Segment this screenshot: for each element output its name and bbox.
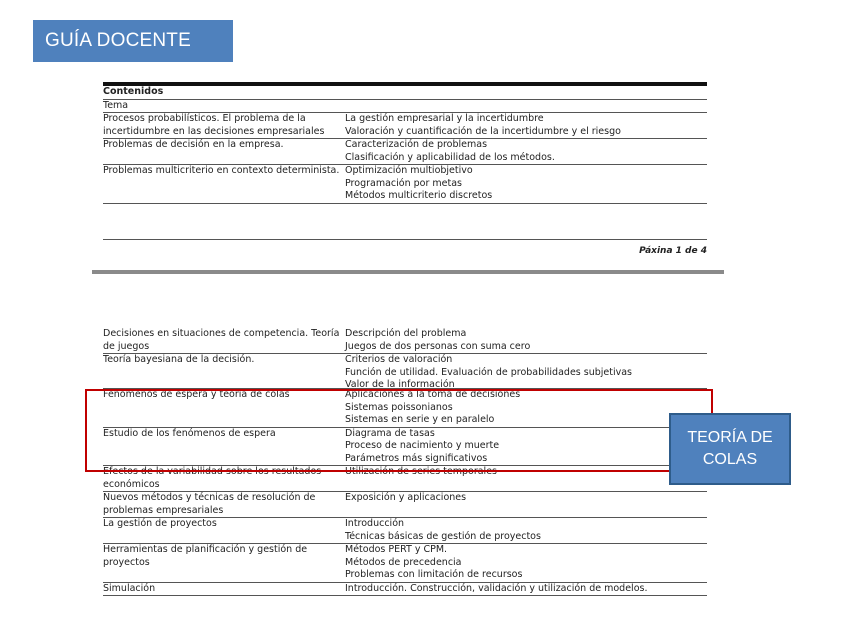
tema-cell	[103, 518, 345, 543]
contenido-item: Utilización de series temporales	[345, 466, 497, 477]
contenido-item: Juegos de dos personas con suma cero	[345, 340, 531, 352]
tema-text: Efectos de la variabilidad sobre los resultados	[103, 466, 322, 477]
tema-text: Problemas de decisión en la empresa.	[103, 139, 284, 150]
tema-cell	[103, 354, 345, 388]
tema-text: Herramientas de planificación y gestión de	[103, 544, 308, 555]
tema-text: Simulación	[103, 582, 156, 594]
contenido-cell	[345, 328, 707, 353]
table-row	[103, 544, 707, 583]
contenido-item: La gestión empresarial y la incertidumbre	[345, 113, 544, 124]
teoria-de-colas-callout	[669, 413, 791, 485]
contenido-cell	[345, 165, 707, 203]
guia-docente-banner	[33, 20, 233, 62]
tema-cell	[103, 583, 345, 596]
tema-text: problemas empresariales	[103, 504, 224, 516]
tema-cell	[103, 492, 345, 517]
contenido-item: Parámetros más significativos	[345, 452, 488, 464]
contenido-item: Diagrama de tasas	[345, 427, 435, 439]
tema-text: Procesos probabilísticos. El problema de la	[103, 113, 306, 124]
tema-text: Decisiones en situaciones de competencia. Teoría	[103, 328, 340, 339]
contenido-item: Optimización multiobjetivo	[345, 165, 473, 176]
contenido-item: Técnicas básicas de gestión de proyectos	[345, 530, 541, 542]
contenido-item: Problemas con limitación de recursos	[345, 569, 523, 580]
contenido-item: Clasificación y aplicabilidad de los métodos.	[345, 151, 555, 163]
contenido-cell	[345, 583, 707, 596]
contenido-item: Introducción	[345, 518, 405, 529]
banner-title: GUÍA DOCENTE	[45, 30, 191, 51]
footer-rule	[103, 239, 707, 240]
page-separator	[92, 270, 724, 274]
contenido-item: Programación por metas	[345, 177, 462, 189]
contenido-item: Aplicaciones a la toma de decisiones	[345, 389, 521, 400]
contenido-item: Proceso de nacimiento y muerte	[345, 440, 500, 451]
contenido-cell	[345, 492, 707, 517]
contenido-item: Introducción. Construcción, validación y utilización de modelos.	[345, 582, 648, 594]
tema-text: La gestión de proyectos	[103, 518, 217, 529]
column-header-tema: Tema	[103, 100, 707, 114]
table-row	[103, 583, 707, 597]
table-row	[103, 139, 707, 165]
tema-text: de juegos	[103, 340, 150, 352]
tema-text: Teoría bayesiana de la decisión.	[103, 354, 255, 365]
contenido-item: Exposición y aplicaciones	[345, 492, 467, 503]
contenidos-table-page1	[103, 82, 707, 257]
contenido-cell	[345, 113, 707, 138]
tema-cell	[103, 544, 345, 582]
tema-text: proyectos	[103, 556, 150, 568]
tema-text: Fenómenos de espera y teoria de colas	[103, 389, 290, 400]
callout-line-1: TEORÍA DE	[687, 429, 773, 446]
contenido-item: Descripción del problema	[345, 328, 467, 339]
tema-text: Estudio de los fenómenos de espera	[103, 427, 276, 439]
contenido-cell	[345, 518, 707, 543]
contenido-item: Sistemas en serie y en paralelo	[345, 414, 495, 425]
table-row	[103, 328, 707, 354]
table-row	[103, 518, 707, 544]
contenido-cell	[345, 544, 707, 582]
contenido-item: Métodos PERT y CPM.	[345, 544, 448, 555]
contenido-item: Sistemas poissonianos	[345, 401, 453, 413]
tema-text: económicos	[103, 478, 160, 490]
tema-text: Problemas multicriterio en contexto determinista.	[103, 165, 340, 176]
contenido-item: Caracterización de problemas	[345, 139, 488, 150]
table-row	[103, 492, 707, 518]
contenido-item: Función de utilidad. Evaluación de probabilidades subjetivas	[345, 366, 632, 378]
contenido-item: Métodos de precedencia	[345, 556, 462, 568]
contenido-item: Valoración y cuantificación de la incertidumbre y el riesgo	[345, 125, 621, 137]
table-row	[103, 354, 707, 389]
tema-cell	[103, 139, 345, 164]
tema-text: incertidumbre en las decisiones empresariales	[103, 125, 325, 137]
contenido-item: Métodos multicriterio discretos	[345, 190, 493, 201]
tema-cell	[103, 165, 345, 203]
table-row	[103, 165, 707, 204]
tema-cell	[103, 328, 345, 353]
callout-line-2: COLAS	[702, 451, 758, 468]
table-row	[103, 113, 707, 139]
tema-text: Nuevos métodos y técnicas de resolución de	[103, 492, 316, 503]
contenido-cell	[345, 139, 707, 164]
tema-cell	[103, 113, 345, 138]
queue-theory-highlight-box	[85, 389, 713, 472]
contenido-cell	[345, 354, 707, 388]
section-title: Contenidos	[103, 86, 707, 100]
contenido-item: Criterios de valoración	[345, 354, 453, 365]
page-number: Páxina 1 de 4	[639, 245, 707, 256]
contenido-item: Valor de la información	[345, 379, 455, 389]
